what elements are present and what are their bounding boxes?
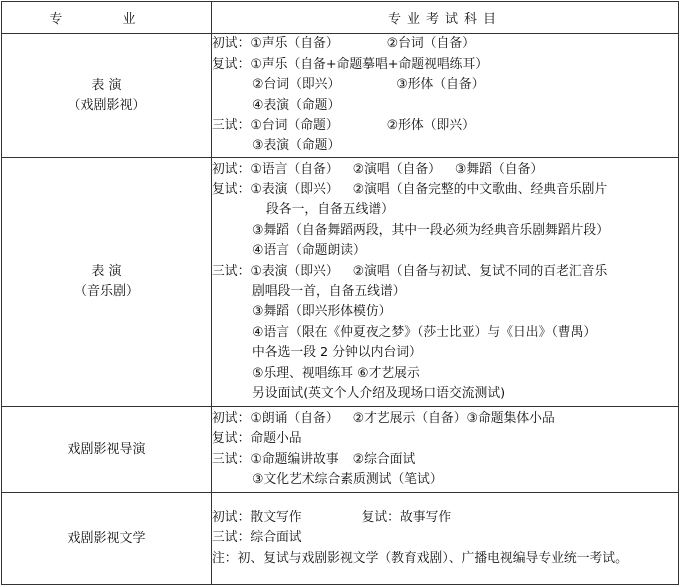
- subject-line: ④语言（限在《仲夏夜之梦》（莎士比亚）与《日出》（曹禺）: [252, 324, 597, 340]
- major-subname: （戏剧影视）: [67, 97, 146, 113]
- subject-line: 三试：①台词（命题） ②形体（即兴）: [212, 117, 475, 133]
- subjects-cell: [212, 407, 679, 493]
- subject-line: 剧唱段一首，自备五线谱）: [252, 284, 406, 299]
- subject-line: ③舞蹈（自备舞蹈两段，其中一段必须为经典音乐剧舞蹈片段）: [252, 222, 609, 238]
- table-row: [2, 34, 679, 158]
- major-name: 表 演: [91, 77, 122, 93]
- table-header-row: [2, 2, 679, 34]
- subject-line: 初试：①语言（自备） ②演唱（自备） ③舞蹈（自备）: [212, 161, 544, 177]
- subject-line: ③舞蹈（即兴形体模仿）: [252, 304, 392, 320]
- table-row: [2, 158, 679, 407]
- header-subjects: 专业考试科目: [212, 2, 679, 34]
- major-cell: [2, 158, 212, 407]
- subject-line: 初试：①声乐（自备） ②台词（自备）: [212, 36, 475, 52]
- major-cell: [2, 407, 212, 493]
- subject-line: 复试：命题小品: [212, 431, 302, 447]
- subject-line: 三试：综合面试: [212, 530, 302, 546]
- subject-line: ②台词（即兴） ③形体（自备）: [252, 77, 485, 93]
- subject-line: 三试：①命题编讲故事 ②综合面试: [212, 451, 416, 467]
- major-cell: [2, 493, 212, 585]
- subject-line: ③文化艺术综合素质测试（笔试）: [252, 471, 443, 487]
- subject-line: 段各一，自备五线谱）: [266, 202, 394, 218]
- table-row: [2, 493, 679, 585]
- subject-note: 注：初、复试与戏剧影视文学（教育戏剧）、广播电视编导专业统一考试。: [212, 550, 628, 566]
- major-name: 戏剧影视导演: [67, 441, 146, 457]
- subjects-cell: [212, 34, 679, 158]
- subjects-cell: [212, 493, 679, 585]
- subject-line: ⑤乐理、视唱练耳 ⑥才艺展示: [252, 365, 420, 381]
- subject-line: 三试：①表演（即兴） ②演唱（自备与初试、复试不同的百老汇音乐: [212, 263, 608, 279]
- subject-line: 中各选一段 2 分钟以内台词）: [252, 345, 422, 361]
- table-row: [2, 407, 679, 493]
- subject-line: 复试：①表演（即兴） ②演唱（自备完整的中文歌曲、经典音乐剧片: [212, 182, 608, 198]
- major-name: 表 演: [91, 264, 122, 279]
- header-major: 专 业: [2, 2, 212, 34]
- exam-subjects-table: [1, 1, 679, 585]
- major-subname: （音乐剧）: [73, 284, 139, 299]
- major-cell: [2, 34, 212, 158]
- subject-line: 另设面试(英文个人介绍及现场口语交流测试): [252, 385, 506, 401]
- subject-line: ④语言（命题朗读）: [252, 243, 366, 259]
- subject-line: ④表演（命题）: [252, 97, 341, 113]
- major-name: 戏剧影视文学: [67, 530, 146, 546]
- subject-line: ③表演（命题）: [252, 138, 341, 154]
- subject-line: 复试：①声乐（自备+命题摹唱+命题视唱练耳）: [212, 56, 489, 72]
- subject-line: 初试：①朗诵（自备） ②才艺展示（自备）③命题集体小品: [212, 410, 555, 426]
- subjects-cell: [212, 158, 679, 407]
- subject-line: 初试：散文写作 复试：故事写作: [212, 509, 452, 525]
